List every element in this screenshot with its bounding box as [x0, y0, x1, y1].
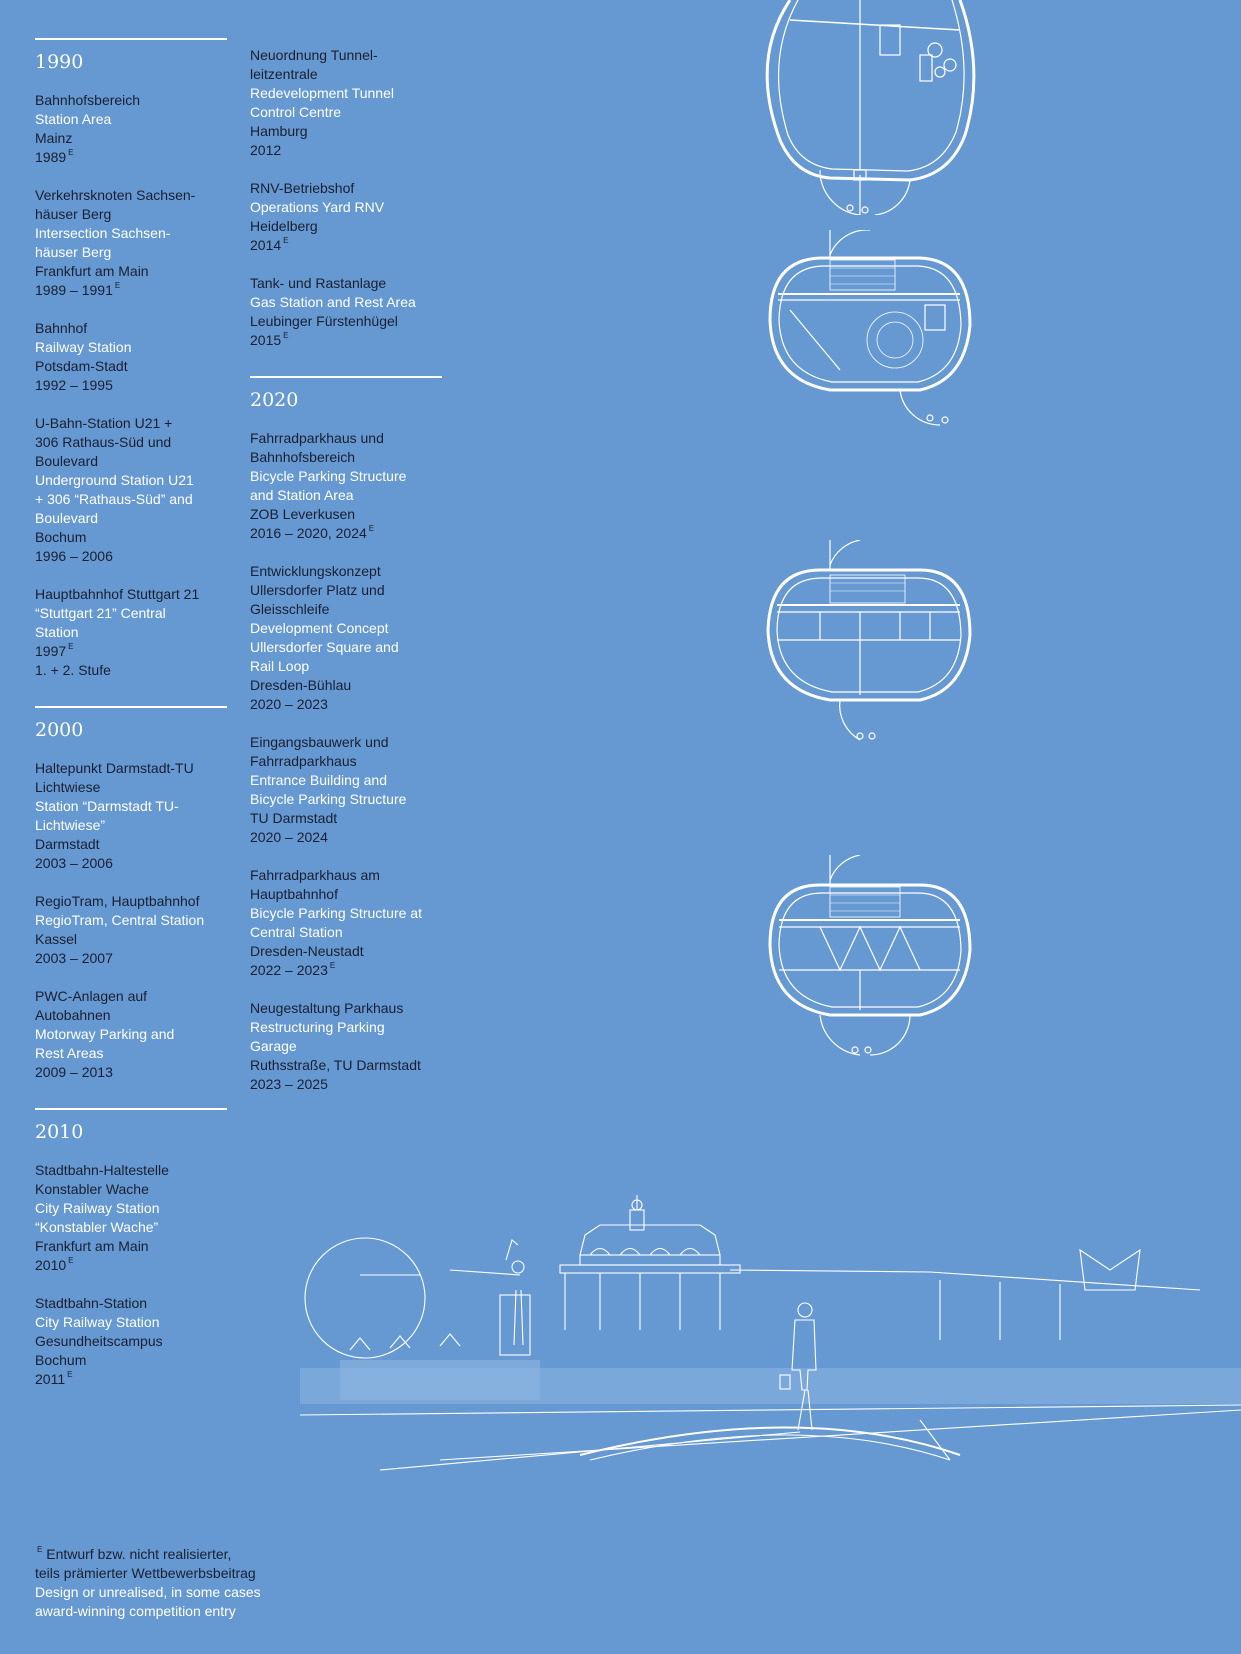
project-title-en: Control Centre — [250, 104, 342, 120]
project-title-de: Gleisschleife — [250, 601, 330, 617]
project-title-en: Redevelopment Tunnel — [250, 85, 394, 101]
project-title-en: Entrance Building and — [250, 772, 387, 788]
project-title-en: Rail Loop — [250, 658, 310, 674]
project-location: Darmstadt — [35, 836, 100, 852]
project-title-de: Stadtbahn-Haltestelle — [35, 1162, 169, 1178]
project-years — [250, 1075, 442, 1094]
project-years-text: 2016 – 2020, 2024 — [250, 525, 367, 541]
project-years — [250, 141, 442, 160]
project-title-en: Bicycle Parking Structure — [250, 791, 407, 807]
project-location: ZOB Leverkusen — [250, 506, 356, 522]
project-title-de: Verkehrsknoten Sachsen- — [35, 187, 196, 203]
project-years-text: 2020 – 2024 — [250, 829, 328, 845]
project-location: Frankfurt am Main — [35, 263, 149, 279]
project-title-en: Rest Areas — [35, 1045, 104, 1061]
project-title-en: Station “Darmstadt TU- — [35, 798, 179, 814]
project-years-text: 2011 — [35, 1371, 66, 1387]
project-title-en: Station — [35, 624, 79, 640]
project-years — [250, 331, 442, 350]
project-title-de: Eingangsbauwerk und — [250, 734, 389, 750]
decade-title: 1990 — [35, 51, 84, 73]
project-title-de: Neuordnung Tunnel- — [250, 47, 378, 63]
design-entry-marker: E — [68, 642, 74, 652]
project-years-text: 1992 – 1995 — [35, 377, 113, 393]
project-title-en: Railway Station — [35, 339, 132, 355]
project-location: Dresden-Bühlau — [250, 677, 352, 693]
project-title-en: “Konstabler Wache” — [35, 1219, 159, 1235]
project-location: Hamburg — [250, 123, 308, 139]
project-location: Frankfurt am Main — [35, 1238, 149, 1254]
design-entry-marker: E — [67, 1370, 73, 1380]
project-title-de: Fahrradparkhaus — [250, 753, 357, 769]
project-years-text: 1989 — [35, 149, 67, 165]
project-title-en: Central Station — [250, 924, 343, 940]
design-entry-marker: E — [368, 524, 375, 534]
project-years — [35, 1256, 227, 1275]
project-years — [35, 854, 227, 873]
project-entry — [35, 987, 227, 1082]
project-years-text: 2012 — [250, 142, 282, 158]
project-title-en: Boulevard — [35, 510, 99, 526]
project-title-en: Gas Station and Rest Area — [250, 294, 416, 310]
timeline-column-left — [35, 38, 227, 1403]
project-title-en: häuser Berg — [35, 244, 112, 260]
design-entry-marker: E — [68, 1256, 74, 1266]
footnote-de-line-1 — [35, 1545, 261, 1564]
project-title-en: Intersection Sachsen- — [35, 225, 171, 241]
project-title-de: leitzentrale — [250, 66, 318, 82]
project-location: Ruthsstraße, TU Darmstadt — [250, 1057, 421, 1073]
project-years-text: 1989 – 1991 — [35, 282, 113, 298]
project-location: Bochum — [35, 1352, 87, 1368]
project-years — [35, 1370, 227, 1389]
footnote — [35, 1545, 261, 1621]
project-location: Bochum — [35, 529, 87, 545]
project-entry — [250, 866, 442, 980]
project-years-text: 2023 – 2025 — [250, 1076, 328, 1092]
project-years-text: 2003 – 2007 — [35, 950, 113, 966]
project-entry — [250, 733, 442, 847]
footnote-en-line-2: award-winning competition entry — [35, 1603, 236, 1619]
project-years — [250, 828, 442, 847]
project-title-de: Hauptbahnhof Stuttgart 21 — [35, 586, 200, 602]
project-location: Leubinger Fürstenhügel — [250, 313, 398, 329]
project-title-en: Ullersdorfer Square and — [250, 639, 399, 655]
project-note: 1. + 2. Stufe — [35, 662, 111, 678]
project-title-de: Bahnhofsbereich — [35, 92, 141, 108]
project-title-en: Underground Station U21 — [35, 472, 194, 488]
project-title-en: Station Area — [35, 111, 112, 127]
project-title-de: RegioTram, Hauptbahnhof — [35, 893, 200, 909]
project-years-text: 2015 — [250, 332, 282, 348]
project-title-de: Bahnhof — [35, 320, 88, 336]
project-title-de: Boulevard — [35, 453, 99, 469]
project-entry — [250, 429, 442, 543]
project-title-de: Entwicklungskonzept — [250, 563, 381, 579]
footnote-de-text-1: Entwurf bzw. nicht realisierter, — [46, 1546, 232, 1562]
project-location: Dresden-Neustadt — [250, 943, 364, 959]
project-entry — [35, 1294, 227, 1389]
project-location: Heidelberg — [250, 218, 318, 234]
floor-plan-drawing-2 — [760, 230, 980, 440]
project-title-de: Fahrradparkhaus am — [250, 867, 380, 883]
project-title-de: Hauptbahnhof — [250, 886, 338, 902]
project-location: Potsdam-Stadt — [35, 358, 128, 374]
project-title-de: U-Bahn-Station U21 + — [35, 415, 173, 431]
project-years — [35, 642, 227, 661]
project-entry — [250, 179, 442, 255]
project-entry — [250, 999, 442, 1094]
project-years-text: 2009 – 2013 — [35, 1064, 113, 1080]
project-title-de: Autobahnen — [35, 1007, 111, 1023]
project-title-de: Tank- und Rastanlage — [250, 275, 387, 291]
project-title-de: PWC-Anlagen auf — [35, 988, 148, 1004]
project-location: Mainz — [35, 130, 73, 146]
floor-plan-drawing-4 — [760, 855, 980, 1065]
project-location: TU Darmstadt — [250, 810, 338, 826]
footnote-marker: E — [37, 1545, 43, 1555]
project-years-text: 1996 – 2006 — [35, 548, 113, 564]
project-years — [35, 1063, 227, 1082]
project-title-de: häuser Berg — [35, 206, 112, 222]
floor-plan-drawing-3 — [760, 540, 980, 750]
decade-section — [35, 38, 227, 680]
design-entry-marker: E — [68, 148, 74, 158]
project-title-en: Motorway Parking and — [35, 1026, 175, 1042]
project-title-en: Lichtwiese” — [35, 817, 106, 833]
decade-section — [35, 706, 227, 1082]
project-title-en: City Railway Station — [35, 1200, 160, 1216]
project-title-en: Restructuring Parking — [250, 1019, 385, 1035]
project-title-de: Fahrradparkhaus und — [250, 430, 384, 446]
project-years-text: 2020 – 2023 — [250, 696, 328, 712]
project-location: Kassel — [35, 931, 78, 947]
project-title-de: Haltepunkt Darmstadt-TU — [35, 760, 194, 776]
project-years-text: 1997 — [35, 643, 67, 659]
footnote-en-line-1: Design or unrealised, in some cases — [35, 1584, 261, 1600]
project-title-en: RegioTram, Central Station — [35, 912, 205, 928]
project-years-text: 2003 – 2006 — [35, 855, 113, 871]
project-title-en: and Station Area — [250, 487, 354, 503]
project-title-en: Operations Yard RNV — [250, 199, 385, 215]
decade-section — [250, 38, 442, 350]
project-entry — [250, 46, 442, 160]
project-title-en: Development Concept — [250, 620, 389, 636]
project-title-en: Bicycle Parking Structure at — [250, 905, 422, 921]
project-title-de: 306 Rathaus-Süd und — [35, 434, 172, 450]
project-title-de: Konstabler Wache — [35, 1181, 149, 1197]
decade-section — [35, 1108, 227, 1389]
project-title-en: + 306 “Rathaus-Süd” and — [35, 491, 193, 507]
station-perspective-drawing — [300, 1170, 1241, 1530]
project-entry — [35, 585, 227, 680]
project-title-de: RNV-Betriebshof — [250, 180, 355, 196]
project-entry — [250, 274, 442, 350]
project-entry — [250, 562, 442, 714]
project-years-text: 2014 — [250, 237, 282, 253]
decade-title: 2000 — [35, 719, 84, 741]
project-entry — [35, 759, 227, 873]
design-entry-marker: E — [283, 331, 289, 341]
design-entry-marker: E — [329, 961, 336, 971]
project-years — [35, 547, 227, 566]
project-years-text: 2022 – 2023 — [250, 962, 328, 978]
decade-title: 2010 — [35, 1121, 84, 1143]
footnote-de-line-2: teils prämierter Wettbewerbsbeitrag — [35, 1565, 256, 1581]
project-entry — [35, 91, 227, 167]
project-title-en: “Stuttgart 21” Central — [35, 605, 166, 621]
project-title-de: Bahnhofsbereich — [250, 449, 356, 465]
project-years — [35, 376, 227, 395]
decade-title: 2020 — [250, 389, 299, 411]
project-title-de: Ullersdorfer Platz und — [250, 582, 385, 598]
project-entry — [35, 892, 227, 968]
project-entry — [35, 319, 227, 395]
project-years — [250, 524, 442, 543]
project-title-en: Bicycle Parking Structure — [250, 468, 407, 484]
project-years — [250, 961, 442, 980]
project-entry — [35, 1161, 227, 1275]
project-title-de: Neugestaltung Parkhaus — [250, 1000, 404, 1016]
project-title-en: Garage — [250, 1038, 297, 1054]
design-entry-marker: E — [283, 236, 289, 246]
project-entry — [35, 414, 227, 566]
design-entry-marker: E — [114, 281, 121, 291]
project-entry — [35, 186, 227, 300]
floor-plan-drawing-1 — [760, 0, 980, 215]
decade-section — [250, 376, 442, 1094]
project-title-de: Stadtbahn-Station — [35, 1295, 148, 1311]
project-years — [250, 236, 442, 255]
project-years — [35, 949, 227, 968]
project-years — [35, 148, 227, 167]
project-years-text: 2010 — [35, 1257, 67, 1273]
project-title-de: Lichtwiese — [35, 779, 101, 795]
timeline-column-right — [250, 38, 442, 1108]
project-location: Gesundheitscampus — [35, 1333, 163, 1349]
project-years — [250, 695, 442, 714]
project-years — [35, 281, 227, 300]
project-title-en: City Railway Station — [35, 1314, 160, 1330]
